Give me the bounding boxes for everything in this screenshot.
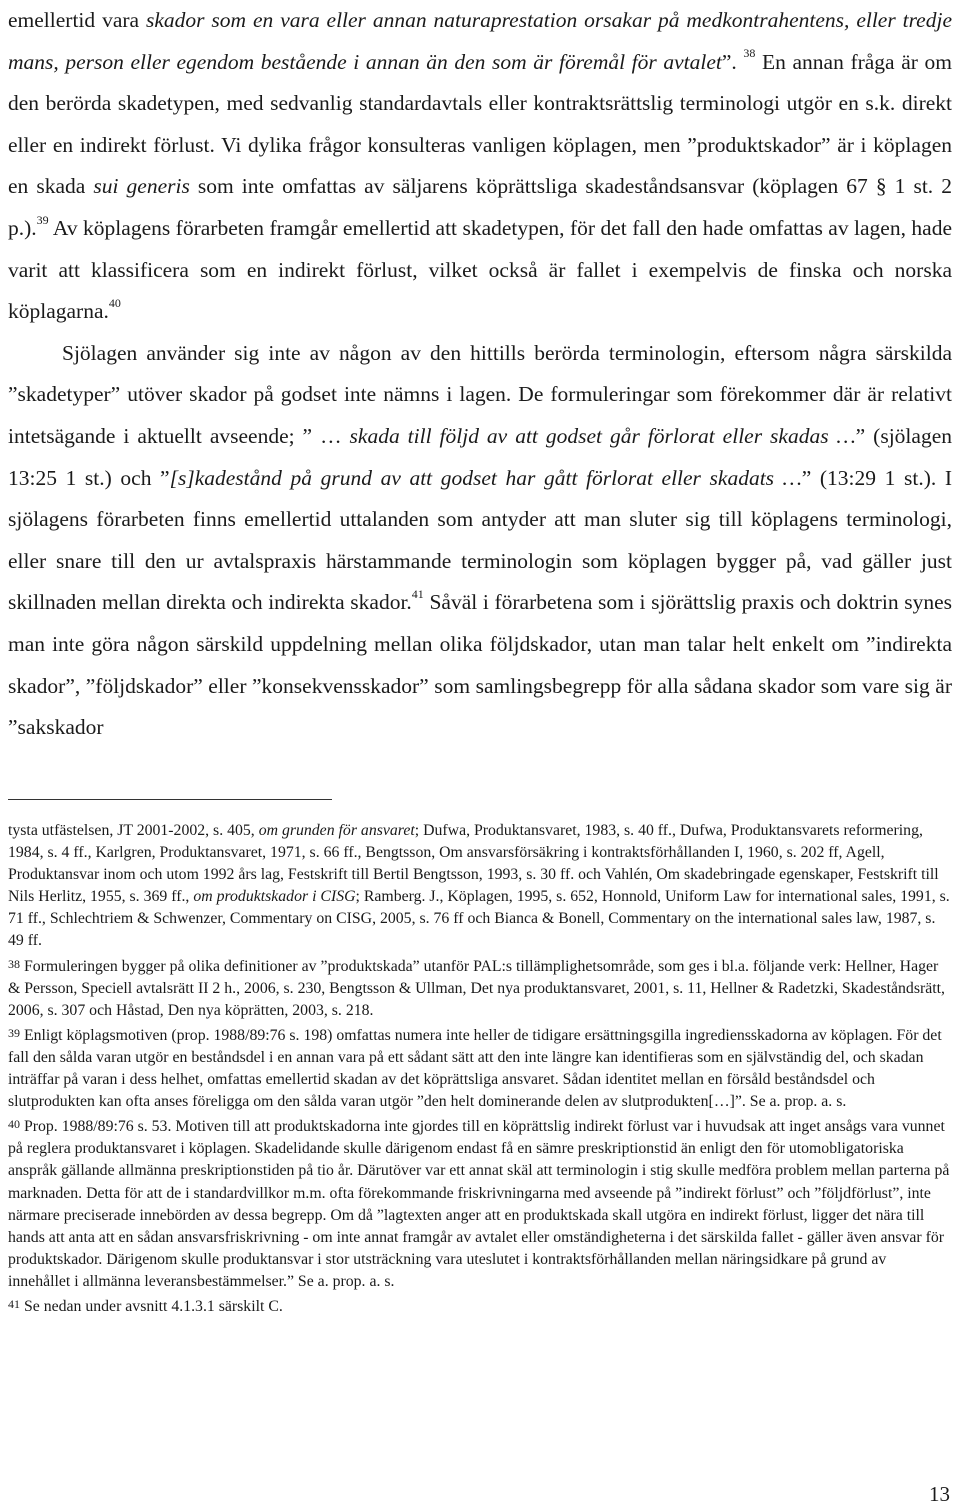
footnotes — [8, 820, 952, 1318]
footnote-41: 41 Se nedan under avsnitt 4.1.3.1 särskilt C. — [8, 1296, 283, 1315]
footnote-number: 40 — [8, 1117, 20, 1132]
footnote-number: 41 — [8, 1296, 20, 1311]
footnote-continuation: tysta utfästelsen, JT 2001-2002, s. 405, om grunden för ansvaret; Dufwa, Produktansvaret, 1983, s. 40 ff., Dufwa, Produktansvarets reformering, 1984, s. 4 ff., Karlgren, Produktansvaret, 1971, s. 66 ff., Bengtsson, Om ansvarsförsäkring i kontraktsförhållanden I, 1960, s. 202 ff, Agell, Produktansvar inom och utom 1992 års lag, Festskrift till Bertil Bengtsson, 1993, s. 30 ff. och Vahlén, Om skadebringade egenskaper, Festskrift till Nils Herlitz, 1955, s. 369 ff., om produktskador i CISG; Ramberg. J., Köplagen, 1995, s. 652, Honnold, Uniform Law for international sales, 1991, s. 71 ff., Schlechtriem & Schwenzer, Commentary on CISG, 2005, s. 76 ff och Bianca & Bonell, Commentary on the international sales law, 1987, s. 49 ff. — [8, 822, 950, 950]
footnote-number: 38 — [8, 956, 20, 971]
page-number: 13 — [929, 1482, 950, 1506]
footnote-ref-40[interactable]: 40 — [108, 296, 121, 310]
footnote-40: 40 Prop. 1988/89:76 s. 53. Motiven till att produktskadorna inte gjordes till en köprättslig indirekt förlust var i huvudsak att inget ansågs vara vunnet på reglera produktansvaret i köplagen. Skadelidande skulle därigenom endast få en sämre preskriptionstid än enligt den för utomobligatoriska anspråk gällande allmänna preskriptionstiden på tio år. Därutöver var ett annat skäl att terminologin i stig skulle medföra problem mellan parterna på marknaden. Detta för att de i standardvillkor m.m. ofta förekommande friskrivningarna med avseende på ”indirekt förlust” och ”följdförlust”, inte närmare preciserade innebörden av dessa begrepp. Om då ”lagtexten anger att en produktskada skall utgöra en indirekt förlust, ligger det nära till hands att anta att en sådan ansvarsfriskrivning - om inte annat framgår av avtalet eller omständigheterna i det särskilda fallet - gäller även ansvar för produktskador. Därigenom skulle produktansvar i stor utsträckning vara uteslutet i kontraktsförhållanden mellan näringsidkare på grund av innehållet i allmänna leveransbestämmelser.” Se a. prop. a. s. — [8, 1117, 950, 1290]
footnote-number: 39 — [8, 1025, 20, 1040]
footnote-separator — [8, 799, 332, 800]
footnote-39: 39 Enligt köplagsmotiven (prop. 1988/89:76 s. 198) omfattas numera inte heller de tidigare ersättningsgilla ingrediensskadorna av köplagen. För det fall den sålda varan utgör en beståndsdel i en annan vara på ett sådant sätt att den inte längre kan identifieras som en självständig del, och skadan inträffar på varan i dess helhet, omfattas emellertid skadan av det köprättsliga ansvaret. Sådan identitet mellan en försåld beståndsdel och slutprodukten kan ofta anses föreligga om den sålda varan utgör ”den helt dominerande delen av slutprodukten[…]”. Se a. prop. a. s. — [8, 1025, 942, 1111]
body-text — [8, 0, 952, 749]
latin-term: sui generis — [93, 174, 190, 199]
footnote-ref-39[interactable]: 39 — [36, 212, 49, 227]
quote-sjolagen-13-25: skada till följd av att godset går förlorat eller skadas … — [349, 423, 856, 448]
footnote-38: 38 Formuleringen bygger på olika definitioner av ”produktskada” utanför PAL:s tillämplighetsområde, som ges i bl.a. följande verk: Hellner, Hager & Persson, Speciell avtalsrätt II 2 h., 2006, s. 230, Bengtsson & Ullman, Det nya produktansvaret, 2001, s. 11, Hellner & Radetzki, Skadeståndsrätt, 2006, s. 307 och Håstad, Den nya köprätten, 2003, s. 218. — [8, 956, 945, 1019]
quote-sjolagen-13-29: [s]kadestånd på grund av att godset har gått förlorat eller skadats … — [169, 465, 802, 490]
paragraph-2: Sjölagen använder sig inte av någon av den hittills berörda terminologin, eftersom några särskilda ”skadetyper” utöver skador på godset inte nämns i lagen. De formuleringar som förekommer där är relativt intetsägande i aktuellt avseende; ” … skada till följd av att godset går förlorat eller skadas …” (sjölagen 13:25 1 st.) och ”[s]kadestånd på grund av att godset har gått förlorat eller skadats …” (13:29 1 st.). I sjölagens förarbeten finns emellertid uttalanden som antyder att man sluter sig till köplagens terminologi, eller snare till den ur avtalspraxis härstammande terminologin som köplagen bygger på, vad gäller just skillnaden mellan direkta och indirekta skador.$^{41}$ Såväl i förarbetena som i sjörättslig praxis och doktrin synes man inte göra någon särskild uppdelning mellan olika följdskador, utan man talar helt enkelt om ”indirekta skador”, ”följdskador” eller ”konsekvensskador” som samlingsbegrepp för alla sådana skador som vare sig är ”sakskador — [8, 340, 953, 740]
quote-product-damage-definition: skador som en vara eller annan naturaprestation orsakar på medkontrahentens, eller tredje mans, person eller egendom bestående i annan än den som är föremål för avtalet — [8, 8, 952, 74]
footnote-ref-38[interactable]: 38 — [743, 46, 756, 61]
footnote-ref-41[interactable]: 41 — [411, 587, 424, 602]
paragraph-1: emellertid vara skador som en vara eller annan naturaprestation orsakar på medkontrahentens, eller tredje mans, person eller egendom bestående i annan än den som är föremål för avtalet”. $^{38}$ En annan fråga är om den berörda skadetypen, med sedvanlig standardavtals eller kontraktsrättslig terminologi utgör en s.k. direkt eller en indirekt förlust. Vi dylika frågor konsulteras vanligen köplagen, men ”produktskador” är i köplagen en skada sui generis som inte omfattas av säljarens köprättsliga skadeståndsansvar (köplagen 67 § 1 st. 2 p.).$^{39}$ Av köplagens förarbeten framgår emellertid att skadetypen, för det fall den hade omfattas av lagen, hade varit att klassificera som en indirekt förlust, vilket också är fallet i exempelvis de finska och norska köplagarna.$^{40}$ — [8, 8, 952, 324]
